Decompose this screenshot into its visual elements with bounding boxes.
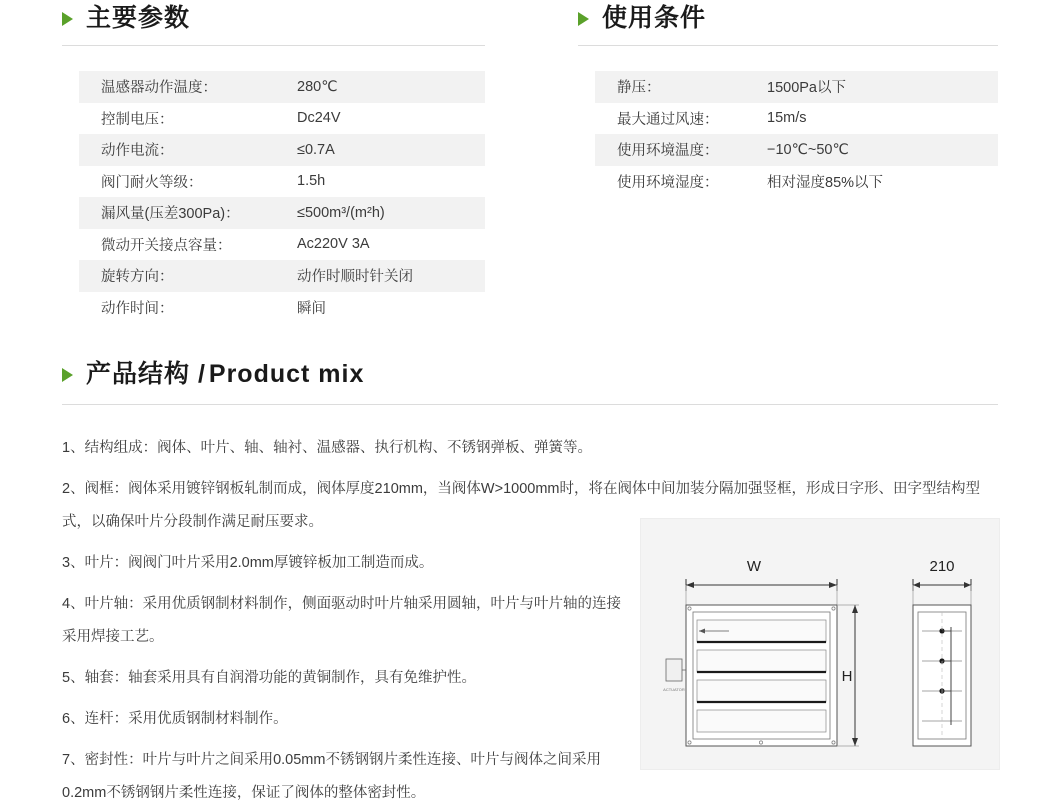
param-key: 控制电压： (101, 111, 174, 128)
paragraph: 5、轴套：轴套采用具有自润滑功能的黄铜制作，具有免维护性。 (62, 670, 477, 686)
table-row (595, 103, 998, 135)
figure-label-depth: 210 (929, 558, 955, 575)
section-title-usage-conditions: 使用条件 (602, 4, 707, 32)
table-row (79, 71, 485, 103)
divider-product-structure (62, 404, 998, 405)
divider-main-params (62, 45, 485, 46)
param-key: 微动开关接点容量： (101, 237, 232, 254)
section-heading-product-structure (62, 362, 364, 387)
param-value: ≤0.7A (297, 134, 485, 166)
table-row (595, 134, 998, 166)
param-key: 旋转方向： (79, 260, 297, 292)
section-title-main-params: 主要参数 (86, 4, 191, 32)
table-row (79, 260, 485, 292)
table-row (595, 71, 998, 103)
section-heading-main-params (62, 6, 190, 31)
table-row (79, 229, 485, 261)
paragraph: 2、阀框：阀体采用镀锌钢板轧制而成，阀体厚度210mm，当阀体W>1000mm时，将在阀体中间加装分隔加强竖框，形成日字形、田字型结构型式，以确保叶片分段制作满足耐压要求。 (62, 481, 980, 530)
usage-conditions-table (595, 71, 998, 197)
param-key: 漏风量(压差300Pa)： (79, 197, 297, 229)
table-row (79, 166, 485, 198)
param-key: 阀门耐火等级： (101, 174, 203, 191)
param-value: 1.5h (297, 173, 326, 190)
table-row (79, 103, 485, 135)
section-heading-usage-conditions (578, 6, 706, 31)
drawing-svg (641, 519, 999, 769)
section-title-product-structure-en: Product mix (208, 360, 365, 388)
paragraph: 3、叶片：阀阀门叶片采用2.0mm厚镀锌板加工制造而成。 (62, 555, 434, 571)
param-value: 动作时顺时针关闭 (297, 260, 485, 292)
triangle-bullet-icon (62, 368, 73, 382)
param-value: Ac220V 3A (297, 236, 370, 253)
main-params-table (79, 71, 485, 323)
condition-value: 相对湿度85%以下 (767, 174, 884, 191)
param-value: ≤500m³/(m²h) (297, 197, 485, 229)
triangle-bullet-icon (62, 12, 73, 26)
divider-usage-conditions (578, 45, 998, 46)
param-key: 动作时间： (101, 300, 174, 317)
paragraph: 1、结构组成：阀体、叶片、轴、轴衬、温感器、执行机构、不锈钢弹板、弹簧等。 (62, 440, 593, 456)
condition-key: 静压： (595, 71, 767, 103)
table-row (595, 166, 998, 198)
triangle-bullet-icon (578, 12, 589, 26)
param-value: 瞬间 (297, 300, 326, 317)
param-key: 动作电流： (79, 134, 297, 166)
condition-value: 1500Pa以下 (767, 71, 998, 103)
valve-dimension-drawing (640, 518, 1000, 770)
condition-value: 15m/s (767, 110, 807, 127)
param-value: Dc24V (297, 110, 341, 127)
table-row (79, 134, 485, 166)
section-title-product-structure-cn: 产品结构 / (86, 360, 206, 388)
svg-text:ACTUATOR: ACTUATOR (663, 687, 685, 692)
paragraph: 6、连杆：采用优质钢制材料制作。 (62, 711, 288, 727)
paragraph: 7、密封性：叶片与叶片之间采用0.05mm不锈钢钢片柔性连接、叶片与阀体之间采用0.2mm不锈钢钢片柔性连接，保证了阀体的整体密封性。 (62, 752, 601, 801)
condition-value: −10℃~50℃ (767, 134, 998, 166)
param-key: 温感器动作温度： (79, 71, 297, 103)
condition-key: 使用环境湿度： (617, 174, 719, 191)
condition-key: 使用环境温度： (595, 134, 767, 166)
condition-key: 最大通过风速： (617, 111, 719, 128)
param-value: 280℃ (297, 71, 485, 103)
table-row (79, 197, 485, 229)
paragraph: 4、叶片轴：采用优质钢制材料制作，侧面驱动时叶片轴采用圆轴，叶片与叶片轴的连接采用焊接工艺。 (62, 596, 622, 645)
figure-label-height: H (841, 668, 853, 685)
figure-label-width: W (746, 558, 762, 575)
table-row (79, 292, 485, 324)
